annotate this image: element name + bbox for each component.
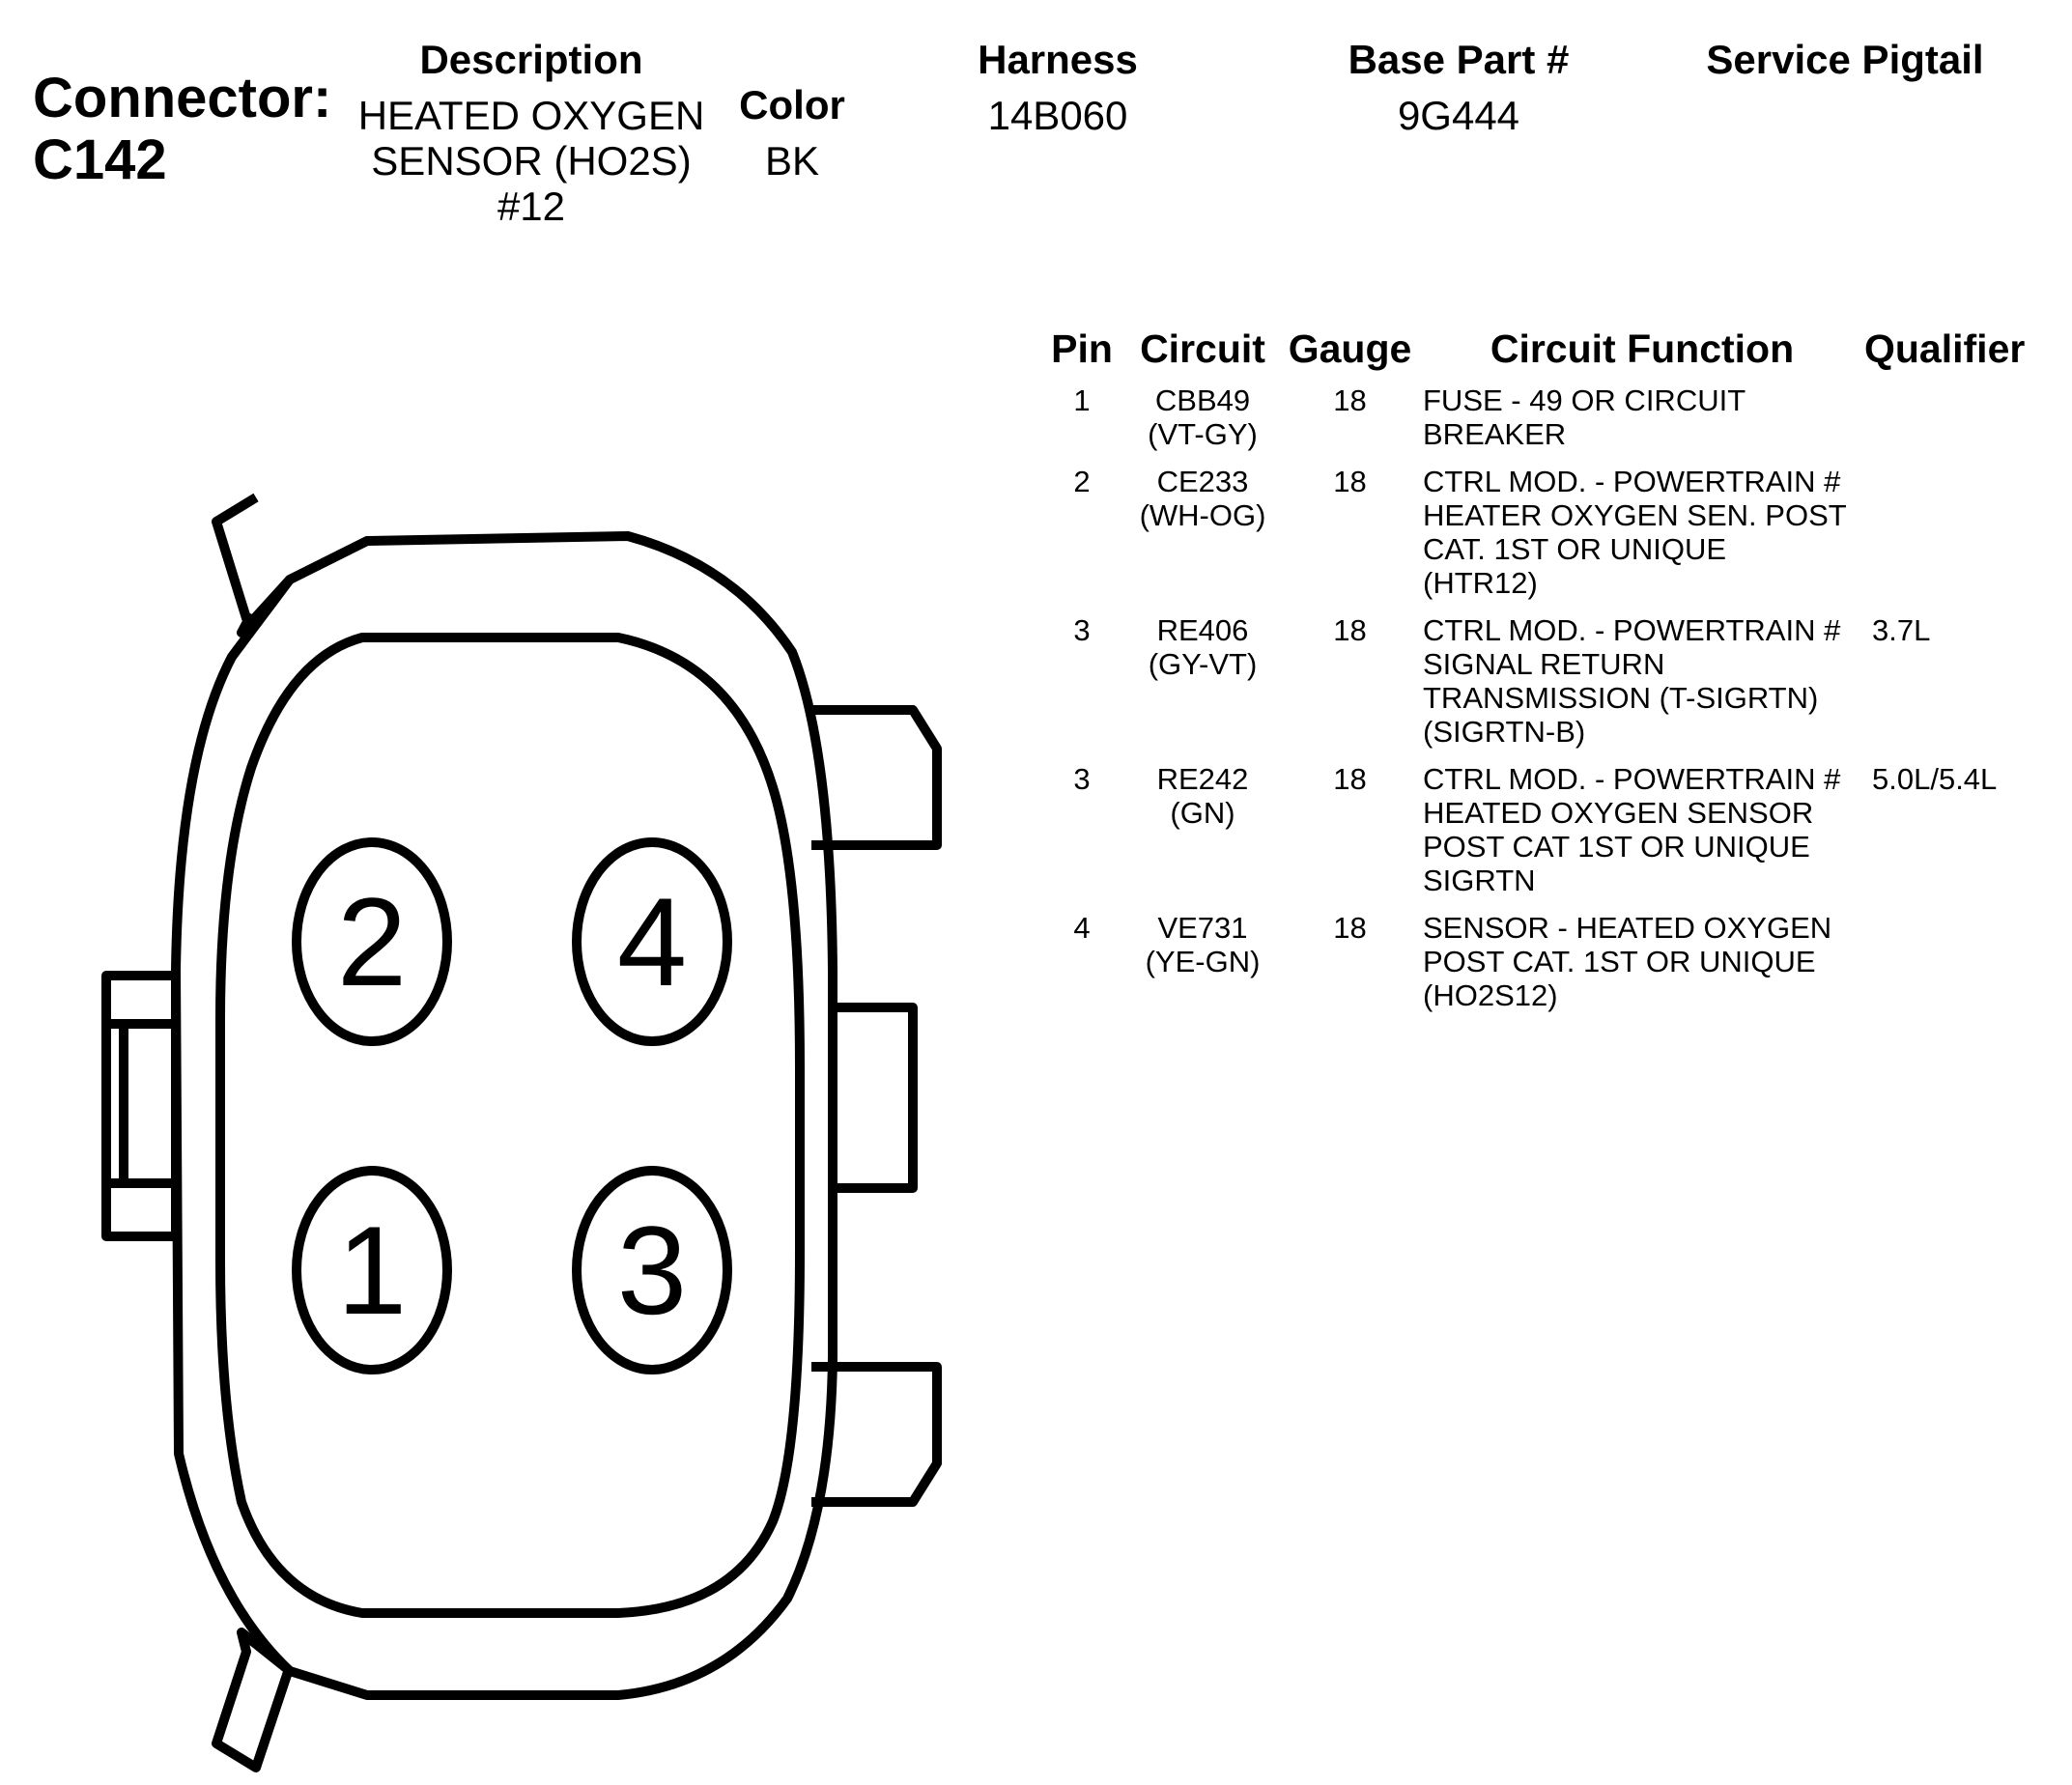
description-line: #12 bbox=[497, 184, 566, 229]
circuit-code: CBB49 bbox=[1154, 383, 1251, 417]
table-header-circuit: Circuit bbox=[1140, 326, 1265, 371]
function-line: SIGNAL RETURN bbox=[1423, 647, 1665, 681]
color-label: Color bbox=[739, 82, 845, 128]
function-line: HEATER OXYGEN SEN. POST bbox=[1423, 498, 1847, 532]
function-line: CTRL MOD. - POWERTRAIN # bbox=[1423, 613, 1841, 647]
service-pigtail-label: Service Pigtail bbox=[1706, 37, 1984, 82]
function-cell bbox=[1423, 465, 1847, 600]
table-header-pin: Pin bbox=[1051, 326, 1113, 371]
qualifier-cell: 5.0L/5.4L bbox=[1872, 762, 1998, 796]
pin-cell: 3 bbox=[1073, 762, 1091, 796]
circuit-color: (GN) bbox=[1170, 796, 1235, 830]
function-line: TRANSMISSION (T-SIGRTN) bbox=[1423, 681, 1819, 715]
circuit-color: (VT-GY) bbox=[1148, 417, 1258, 451]
table-header-qualifier: Qualifier bbox=[1864, 326, 2026, 371]
circuit-color: (WH-OG) bbox=[1139, 498, 1266, 532]
function-line: (SIGRTN-B) bbox=[1423, 715, 1586, 749]
table-header-gauge: Gauge bbox=[1288, 326, 1412, 371]
pin-cell: 3 bbox=[1073, 613, 1091, 647]
latch-tab-top bbox=[216, 497, 290, 633]
circuit-cell bbox=[1125, 613, 1280, 681]
circuit-code: RE406 bbox=[1156, 613, 1249, 647]
connector-id: C142 bbox=[33, 128, 167, 191]
pin-cell: 1 bbox=[1073, 383, 1091, 417]
function-cell bbox=[1423, 613, 1840, 749]
pin-label-4: 4 bbox=[616, 871, 688, 1012]
description-label: Description bbox=[419, 37, 643, 82]
function-line: SIGRTN bbox=[1423, 864, 1536, 897]
circuit-code: CE233 bbox=[1156, 465, 1249, 498]
function-cell bbox=[1423, 911, 1831, 1012]
right-tab-middle bbox=[833, 1007, 913, 1188]
function-line: CTRL MOD. - POWERTRAIN # bbox=[1423, 762, 1841, 796]
circuit-color: (YE-GN) bbox=[1145, 945, 1261, 978]
connector-face-diagram bbox=[97, 439, 966, 1777]
gauge-cell: 18 bbox=[1333, 911, 1367, 945]
circuit-cell bbox=[1125, 383, 1280, 451]
function-line: (HO2S12) bbox=[1423, 978, 1558, 1012]
function-line: POST CAT 1ST OR UNIQUE bbox=[1423, 830, 1810, 864]
color-value: BK bbox=[764, 138, 820, 184]
pin-label-1: 1 bbox=[336, 1200, 408, 1341]
connector-title bbox=[33, 68, 331, 191]
function-line: CAT. 1ST OR UNIQUE bbox=[1423, 532, 1727, 566]
gauge-cell: 18 bbox=[1333, 613, 1367, 647]
function-line: SENSOR - HEATED OXYGEN bbox=[1423, 911, 1832, 945]
function-line: CTRL MOD. - POWERTRAIN # bbox=[1423, 465, 1841, 498]
description-line: HEATED OXYGEN bbox=[357, 93, 705, 138]
circuit-cell bbox=[1125, 465, 1280, 532]
latch-tab-bottom bbox=[216, 1632, 290, 1768]
connector-label: Connector: bbox=[33, 67, 332, 129]
table-header-function: Circuit Function bbox=[1490, 326, 1795, 371]
function-line: FUSE - 49 OR CIRCUIT bbox=[1423, 383, 1746, 417]
left-key-block bbox=[106, 976, 176, 1236]
pin-cell: 4 bbox=[1073, 911, 1091, 945]
qualifier-cell: 3.7L bbox=[1872, 613, 1931, 647]
function-line: BREAKER bbox=[1423, 417, 1567, 451]
circuit-code: RE242 bbox=[1156, 762, 1249, 796]
harness-value: 14B060 bbox=[987, 93, 1128, 138]
function-cell bbox=[1423, 383, 1746, 451]
harness-label: Harness bbox=[978, 37, 1138, 82]
circuit-cell bbox=[1125, 762, 1280, 830]
gauge-cell: 18 bbox=[1333, 762, 1367, 796]
pin-cell: 2 bbox=[1073, 465, 1091, 498]
description-value bbox=[338, 93, 724, 229]
gauge-cell: 18 bbox=[1333, 383, 1367, 417]
function-cell bbox=[1423, 762, 1840, 897]
gauge-cell: 18 bbox=[1333, 465, 1367, 498]
function-line: (HTR12) bbox=[1423, 566, 1538, 600]
circuit-code: VE731 bbox=[1157, 911, 1248, 945]
function-line: POST CAT. 1ST OR UNIQUE bbox=[1423, 945, 1816, 978]
base-part-label: Base Part # bbox=[1348, 37, 1570, 82]
circuit-color: (GY-VT) bbox=[1148, 647, 1258, 681]
function-line: HEATED OXYGEN SENSOR bbox=[1423, 796, 1814, 830]
circuit-cell bbox=[1125, 911, 1280, 978]
description-line: SENSOR (HO2S) bbox=[371, 138, 692, 184]
pin-label-2: 2 bbox=[336, 871, 408, 1012]
connector-inner-cavity bbox=[220, 638, 800, 1613]
base-part-value: 9G444 bbox=[1397, 93, 1520, 138]
pin-label-3: 3 bbox=[616, 1200, 688, 1341]
